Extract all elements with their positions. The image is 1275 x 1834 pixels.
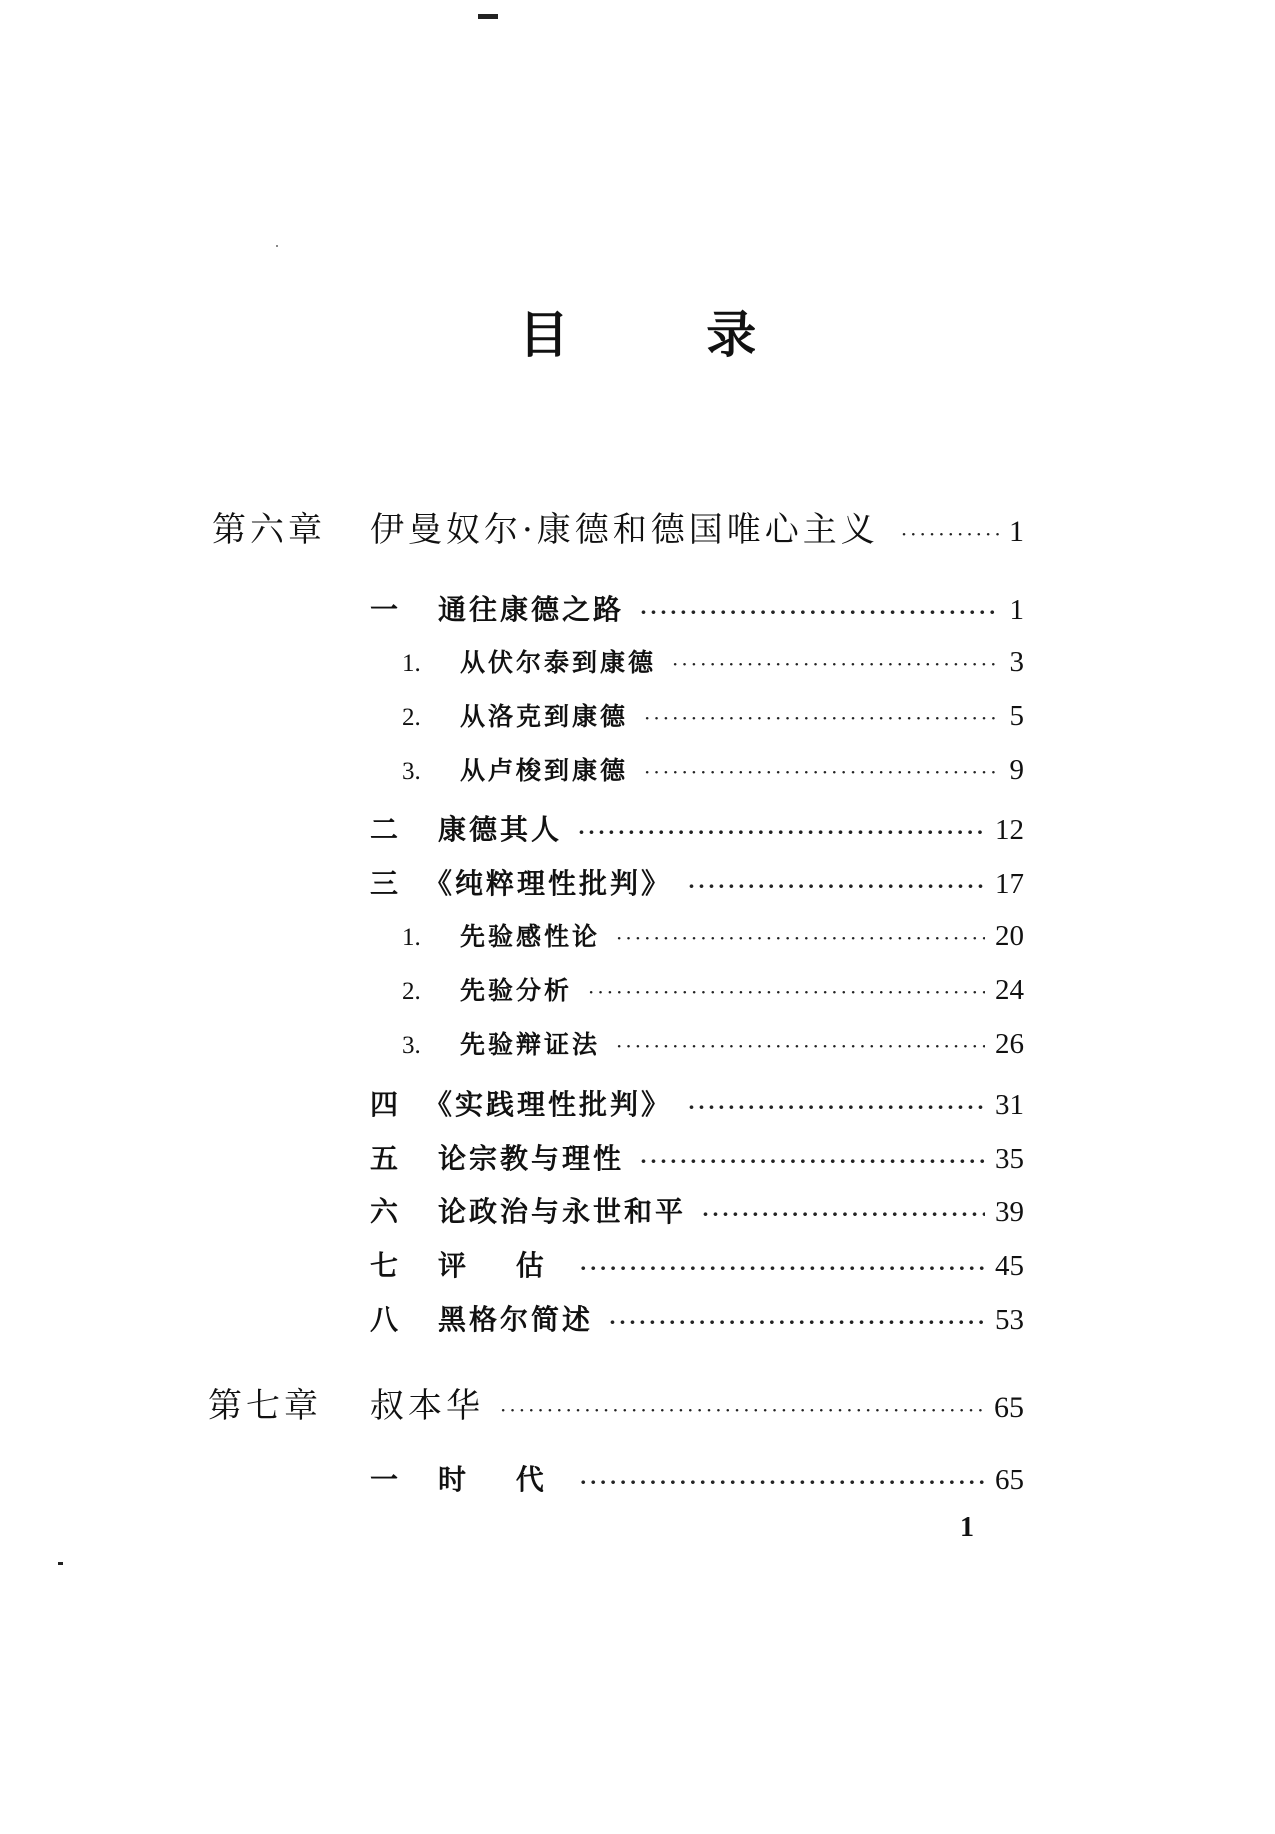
section-number: 六	[370, 1195, 399, 1228]
toc-entry-chapter[interactable]	[208, 1378, 1024, 1427]
dot-leader	[644, 706, 999, 730]
page-ref: 20	[995, 920, 1024, 952]
section-number: 八	[370, 1303, 399, 1336]
section-number: 四	[370, 1088, 399, 1121]
toc-entry-section[interactable]	[370, 808, 1024, 848]
dot-leader	[702, 1202, 985, 1226]
page-ref: 65	[994, 1391, 1024, 1424]
subsection-number: 1.	[402, 924, 421, 951]
page-ref: 1	[1009, 594, 1024, 626]
page-ref: 12	[995, 814, 1024, 846]
page-ref: 35	[995, 1143, 1024, 1175]
toc-entry-section[interactable]	[370, 862, 1024, 902]
toc-entry-section[interactable]	[370, 1190, 1024, 1230]
dot-leader	[640, 1149, 985, 1173]
toc-entry-section[interactable]	[370, 1137, 1024, 1177]
section-title: 黑格尔简述	[438, 1303, 594, 1336]
toc-entry-subsection[interactable]	[402, 751, 1024, 787]
toc-entry-section[interactable]	[370, 588, 1024, 628]
toc-entry-section[interactable]	[370, 1083, 1024, 1123]
section-title: 《实践理性批判》	[424, 1088, 673, 1121]
dot-leader	[580, 1256, 985, 1280]
subsection-title: 从洛克到康德	[460, 702, 629, 731]
dot-leader	[688, 1095, 985, 1119]
toc-entry-subsection[interactable]	[402, 971, 1024, 1007]
subsection-title: 从卢梭到康德	[460, 756, 629, 785]
dot-leader	[588, 980, 985, 1004]
section-number: 三	[370, 867, 399, 900]
page-ref: 53	[995, 1304, 1024, 1336]
section-number: 七	[370, 1249, 399, 1282]
subsection-title: 先验辩证法	[460, 1030, 601, 1059]
section-title: 康德其人	[438, 813, 563, 846]
subsection-number: 1.	[402, 650, 421, 677]
section-number: 五	[370, 1142, 399, 1175]
toc-entry-section[interactable]	[370, 1244, 1024, 1284]
page-ref: 24	[995, 974, 1024, 1006]
toc-entry-subsection[interactable]	[402, 1025, 1024, 1061]
page-title: 目 录	[518, 305, 817, 364]
scan-speck-left	[58, 1562, 63, 1565]
page-ref: 31	[995, 1089, 1024, 1121]
page-ref: 17	[995, 868, 1024, 900]
section-title: 《纯粹理性批判》	[424, 867, 673, 900]
dot-leader	[609, 1310, 985, 1334]
scan-speck-top	[478, 14, 498, 19]
subsection-number: 2.	[402, 704, 421, 731]
section-title: 通往康德之路	[438, 593, 625, 626]
dot-leader	[688, 874, 985, 898]
subsection-title: 从伏尔泰到康德	[460, 648, 657, 677]
page-ref: 65	[995, 1464, 1024, 1496]
chapter-number: 第六章	[212, 510, 326, 550]
dot-leader	[580, 1470, 985, 1494]
section-title: 论宗教与理性	[438, 1142, 625, 1175]
page-ref: 9	[1009, 754, 1024, 786]
chapter-title: 叔本华	[370, 1386, 484, 1426]
toc-entry-subsection[interactable]	[402, 643, 1024, 679]
page-ref: 1	[1009, 515, 1024, 548]
dot-leader	[578, 820, 985, 844]
scan-speck-mid	[276, 245, 278, 247]
section-number: 一	[370, 593, 399, 626]
page-ref: 45	[995, 1250, 1024, 1282]
page-ref: 39	[995, 1196, 1024, 1228]
dot-leader	[644, 760, 999, 784]
page-ref: 26	[995, 1028, 1024, 1060]
dot-leader	[616, 926, 985, 950]
page-ref: 3	[1009, 646, 1024, 678]
page-number: 1	[960, 1512, 974, 1543]
subsection-title: 先验感性论	[460, 922, 601, 951]
subsection-number: 3.	[402, 758, 421, 785]
dot-leader	[672, 652, 999, 676]
chapter-title: 伊曼奴尔·康德和德国唯心主义	[370, 510, 879, 550]
section-title: 评 估	[438, 1249, 564, 1282]
chapter-number: 第七章	[208, 1386, 322, 1426]
dot-leader	[616, 1034, 985, 1058]
section-title: 时 代	[438, 1463, 564, 1496]
toc-entry-section[interactable]	[370, 1458, 1024, 1498]
section-title: 论政治与永世和平	[438, 1195, 687, 1228]
section-number: 二	[370, 813, 399, 846]
dot-leader	[640, 600, 999, 624]
subsection-title: 先验分析	[460, 976, 573, 1005]
toc-entry-subsection[interactable]	[402, 697, 1024, 733]
toc-entry-subsection[interactable]	[402, 917, 1024, 953]
toc-entry-section[interactable]	[370, 1298, 1024, 1338]
page-ref: 5	[1009, 700, 1024, 732]
toc-entry-chapter[interactable]	[212, 502, 1024, 551]
section-number: 一	[370, 1463, 399, 1496]
dot-leader	[901, 522, 999, 546]
subsection-number: 3.	[402, 1032, 421, 1059]
subsection-number: 2.	[402, 978, 421, 1005]
dot-leader	[500, 1398, 984, 1422]
